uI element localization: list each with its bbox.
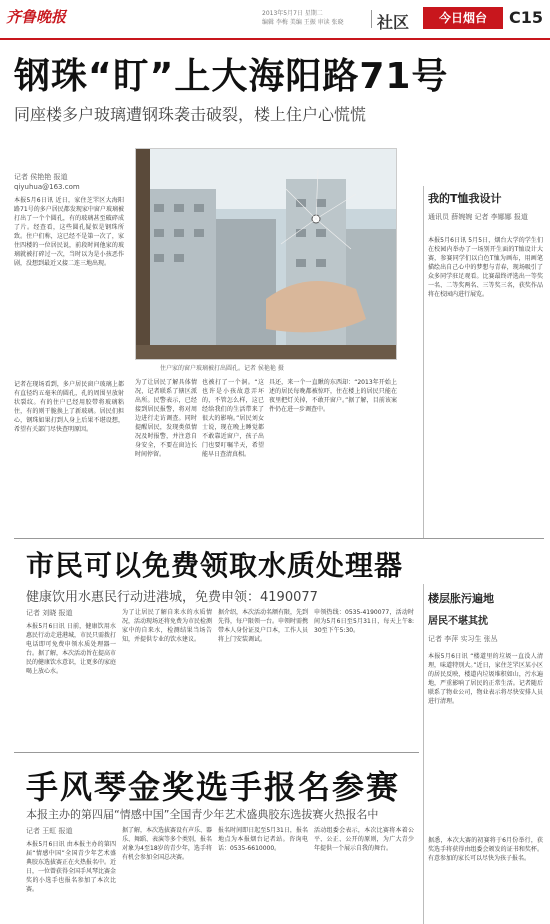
section-divider-1 [14,538,544,539]
article1-col3: 也被打了一个洞。“这也许是小孩故意弄坏的，不管怎么样，这已经给我们的生活带来了很大的影响。”居民刘女士说，现在晚上睡觉都不敢靠近窗户，孩子出门也要叮嘱半天，希望能早日查清真相。 [202,379,264,458]
article2-col2: 为了让居民了解自来水的水质情况，活动现场还将免费为市民检测家中的自来水，检测结果当场告知，并提供专业的饮水建议。 [122,609,212,643]
article3-headline: 手风琴金奖选手报名参赛 [26,768,401,806]
sidebar1-byline: 通讯员 薛婉婉 记者 李娜娜 报道 [428,213,528,221]
article2-col1: 本报5月6日讯 日前，健康饮用水惠民行动走进港城，市民只需拨打电话即可免费申领水质处理器一台。据了解，本次活动旨在提高市民的健康饮水意识，让更多的家庭喝上放心水。 [26,623,116,675]
page-header [0,0,550,40]
page-number: C15 [509,8,544,27]
article2-subhead: 健康饮用水惠民行动进港城，免费申领：4190077 [26,590,318,605]
article3-subhead: 本报主办的第四届“情感中国”全国青少年艺术盛典胶东选拔赛火热报名中 [26,808,379,821]
article1-col2: 为了让居民了解具体情况，记者联系了辖区派出所。民警表示，已经接到居民报警，将对周边进行走访调查。同时提醒居民，发现类似情况及时报警，并注意自身安全，不要在窗边长时间停留。 [135,379,197,458]
article2-col4: 申领热线：0535-4190077，活动时间为5月6日至5月31日，每天上午8:30至下午5:30。 [314,609,414,634]
issue-info [262,9,344,27]
article3-col2: 据了解，本次选拔赛设有声乐、器乐、舞蹈、表演等多个类别，报名对象为4至18岁的青少年，选手将有机会参加全国总决赛。 [122,827,212,861]
article1-subhead: 同座楼多户玻璃遭钢珠袭击破裂，楼上住户心慌慌 [14,105,367,124]
masthead: 齐鲁晚报 [6,8,67,26]
article1-byline: 记者 侯艳艳 报道 qiyuhua@163.com [14,173,80,191]
article3-col4: 活动组委会表示，本次比赛将本着公平、公正、公开的原则，为广大青少年提供一个展示自我的舞台。 [314,827,414,852]
sidebar2-subtitle: 居民不堪其扰 [428,616,488,627]
section-divider [371,10,372,28]
article2-col3: 据介绍，本次活动名额有限，先到先得，每户限领一台。申领时需携带本人身份证及户口本，工作人员将上门安装调试。 [218,609,308,643]
article3-byline: 记者 王虹 报道 [26,827,73,835]
article1-body: 本报5月6日讯 近日，家住芝罘区大海阳路71号的多户居民都发现家中窗户玻璃被打出了一个个圆孔，有的玻璃甚至破碎成了片。经查看，这些圆孔疑似是钢珠所致。住户们称，这已经不是第一次了，家住四楼的一位居民说，前段时间他家的玻璃就被打碎过一次，当时以为是小孩恶作剧，没想到最近又接二连三地出现。 [14,197,124,267]
issue-editors: 编辑 李梅 美编 王振 审读 张晓 [262,19,344,26]
section-divider-2 [14,752,419,753]
article1-body-cont: 记者在现场看到，多户居民窗户玻璃上都有直径约五毫米的圆孔，孔的周围呈放射状裂纹。有的住户已经用胶带将玻璃粘住，有的则干脆换上了新玻璃。居民们担心，钢珠如果打到人身上后果不堪设想，希望有关部门尽快查明原因。 [14,381,124,433]
sidebar2-body: 本报5月6日讯 “楼道里的垃圾一直没人清理，味道特别大。”近日，家住芝罘区某小区的居民反映，楼道内垃圾堆积如山，污水遍地，严重影响了居民的正常生活。记者随后联系了物业公司，物业表示将尽快安排人员进行清理。 [428,653,543,705]
photo-caption: 住户家的窗户玻璃被打出圆孔。记者 侯艳艳 摄 [160,365,284,372]
article1-photo [135,148,397,360]
sidebar2-title: 楼层胀污遍地 [428,592,494,605]
sidebar2-divider [423,584,424,924]
sidebar3-body: 据悉，本次大赛的初赛将于6月份举行，获奖选手将获得由组委会颁发的证书和奖杯。有意参加的家长可以尽快为孩子报名。 [428,837,543,862]
article1-headline: 钢珠“盯”上大海阳路71号 [14,56,449,97]
sidebar1-divider [423,186,424,538]
section-label: 社区 [377,13,410,32]
article3-col1: 本报5月6日讯 由本报主办的第四届“情感中国”全国青少年艺术盛典胶东选拔赛正在火热报名中。近日，一位曾获得全国手风琴比赛金奖的小选手也报名参加了本次比赛。 [26,841,116,893]
sidebar2-byline: 记者 李萍 实习生 张丛 [428,635,498,643]
issue-date: 2013年5月7日 星期二 [262,10,323,17]
sidebar1-title: 我的T恤我设计 [428,192,502,205]
article1-col4: 具还，来一个一直瞅的东西却：“2013年开始上述的居民每晚都被惊吓，住在楼上的居民只能在夜里把灯关掉，不敢开窗户。”据了解，目前该案件仍在进一步调查中。 [269,379,397,413]
window-photo-illustration [136,149,397,360]
article2-headline: 市民可以免费领取水质处理器 [26,549,404,582]
sidebar1-body: 本报5月6日讯 5月5日，烟台大学的学生们在校园内举办了一场别开生面的T恤设计大赛，参赛同学们以白色T恤为画布，用画笔描绘出自己心中的梦想与青春，现场吸引了众多同学驻足观看。比赛最终评选出一等奖一名、二等奖两名、三等奖三名，获奖作品将在校园内进行展览。 [428,237,543,298]
article3-col3: 报名时间即日起至5月31日，报名地点为本报烟台记者站。咨询电话：0535-6610000。 [218,827,308,852]
edition-badge: 今日烟台 [423,7,503,29]
article2-byline: 记者 刘晓 报道 [26,609,73,617]
